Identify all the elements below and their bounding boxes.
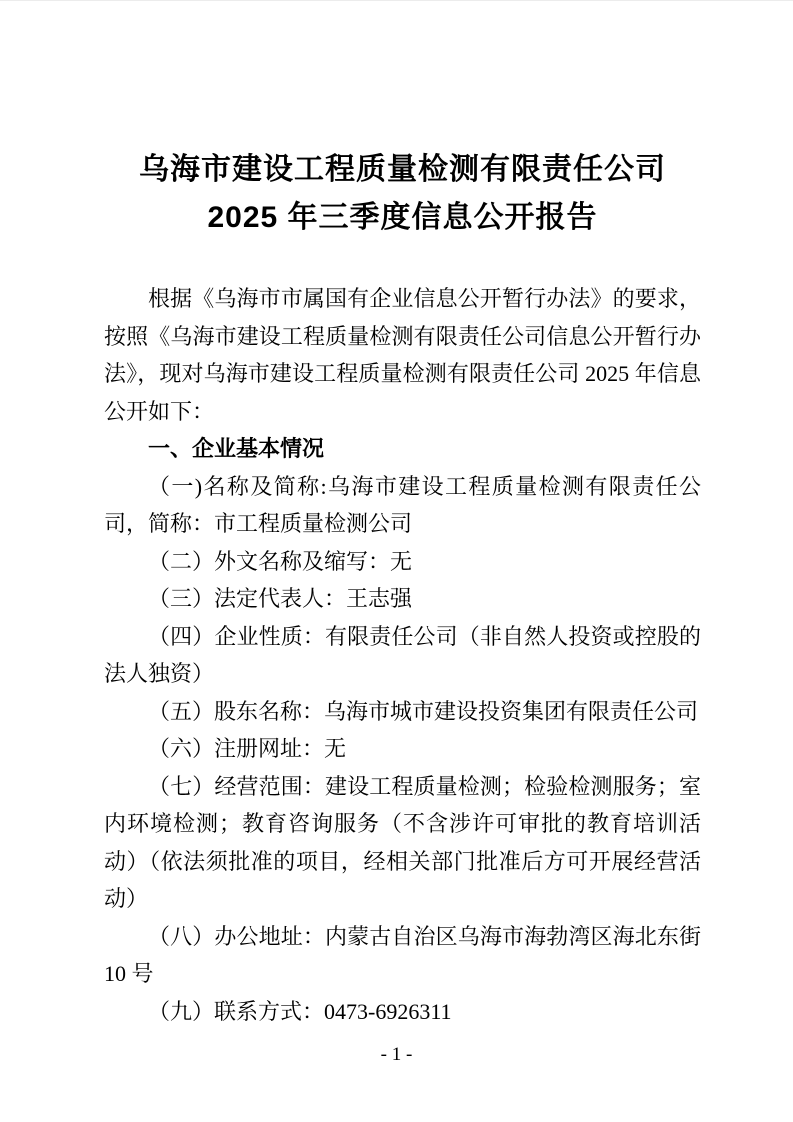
item-company-nature: （四）企业性质：有限责任公司（非自然人投资或控股的法人独资） [104, 623, 701, 686]
item-name-and-abbreviation: （一)名称及简称:乌海市建设工程质量检测有限责任公司，简称：市工程质量检测公司 [104, 473, 701, 536]
item-shareholder-name: （五）股东名称：乌海市城市建设投资集团有限责任公司 [148, 698, 699, 724]
title-line-2: 2025 年三季度信息公开报告 [207, 201, 598, 234]
item-registered-website: （六）注册网址：无 [148, 736, 347, 761]
item-office-address: （八）办公地址：内蒙古自治区乌海市海勃湾区海北东街 10 号 [104, 923, 701, 986]
item-foreign-name: （二）外文名称及缩写：无 [148, 548, 413, 574]
item-business-scope: （七）经营范围：建设工程质量检测；检验检测服务；室内环境检测；教育咨询服务（不含涉许可审批的教育培训活动）（依法须批准的项目，经相关部门批准后方可开展经营活动） [104, 773, 701, 911]
title-line-1: 乌海市建设工程质量检测有限责任公司 [139, 153, 666, 186]
intro-paragraph: 根据《乌海市市属国有企业信息公开暂行办法》的要求，按照《乌海市建设工程质量检测有限责任公司信息公开暂行办法》，现对乌海市建设工程质量检测有限责任公司 2025 年信息公开如下： [104, 286, 701, 424]
item-contact-number: （九）联系方式：0473-6926311 [148, 998, 452, 1024]
section-heading-basic-info: 一、企业基本情况 [148, 436, 325, 461]
document-content [0, 1, 793, 1030]
item-legal-representative: （三）法定代表人：王志强 [148, 586, 413, 611]
document-title [104, 146, 701, 242]
page-number: - 1 - [380, 1044, 413, 1065]
